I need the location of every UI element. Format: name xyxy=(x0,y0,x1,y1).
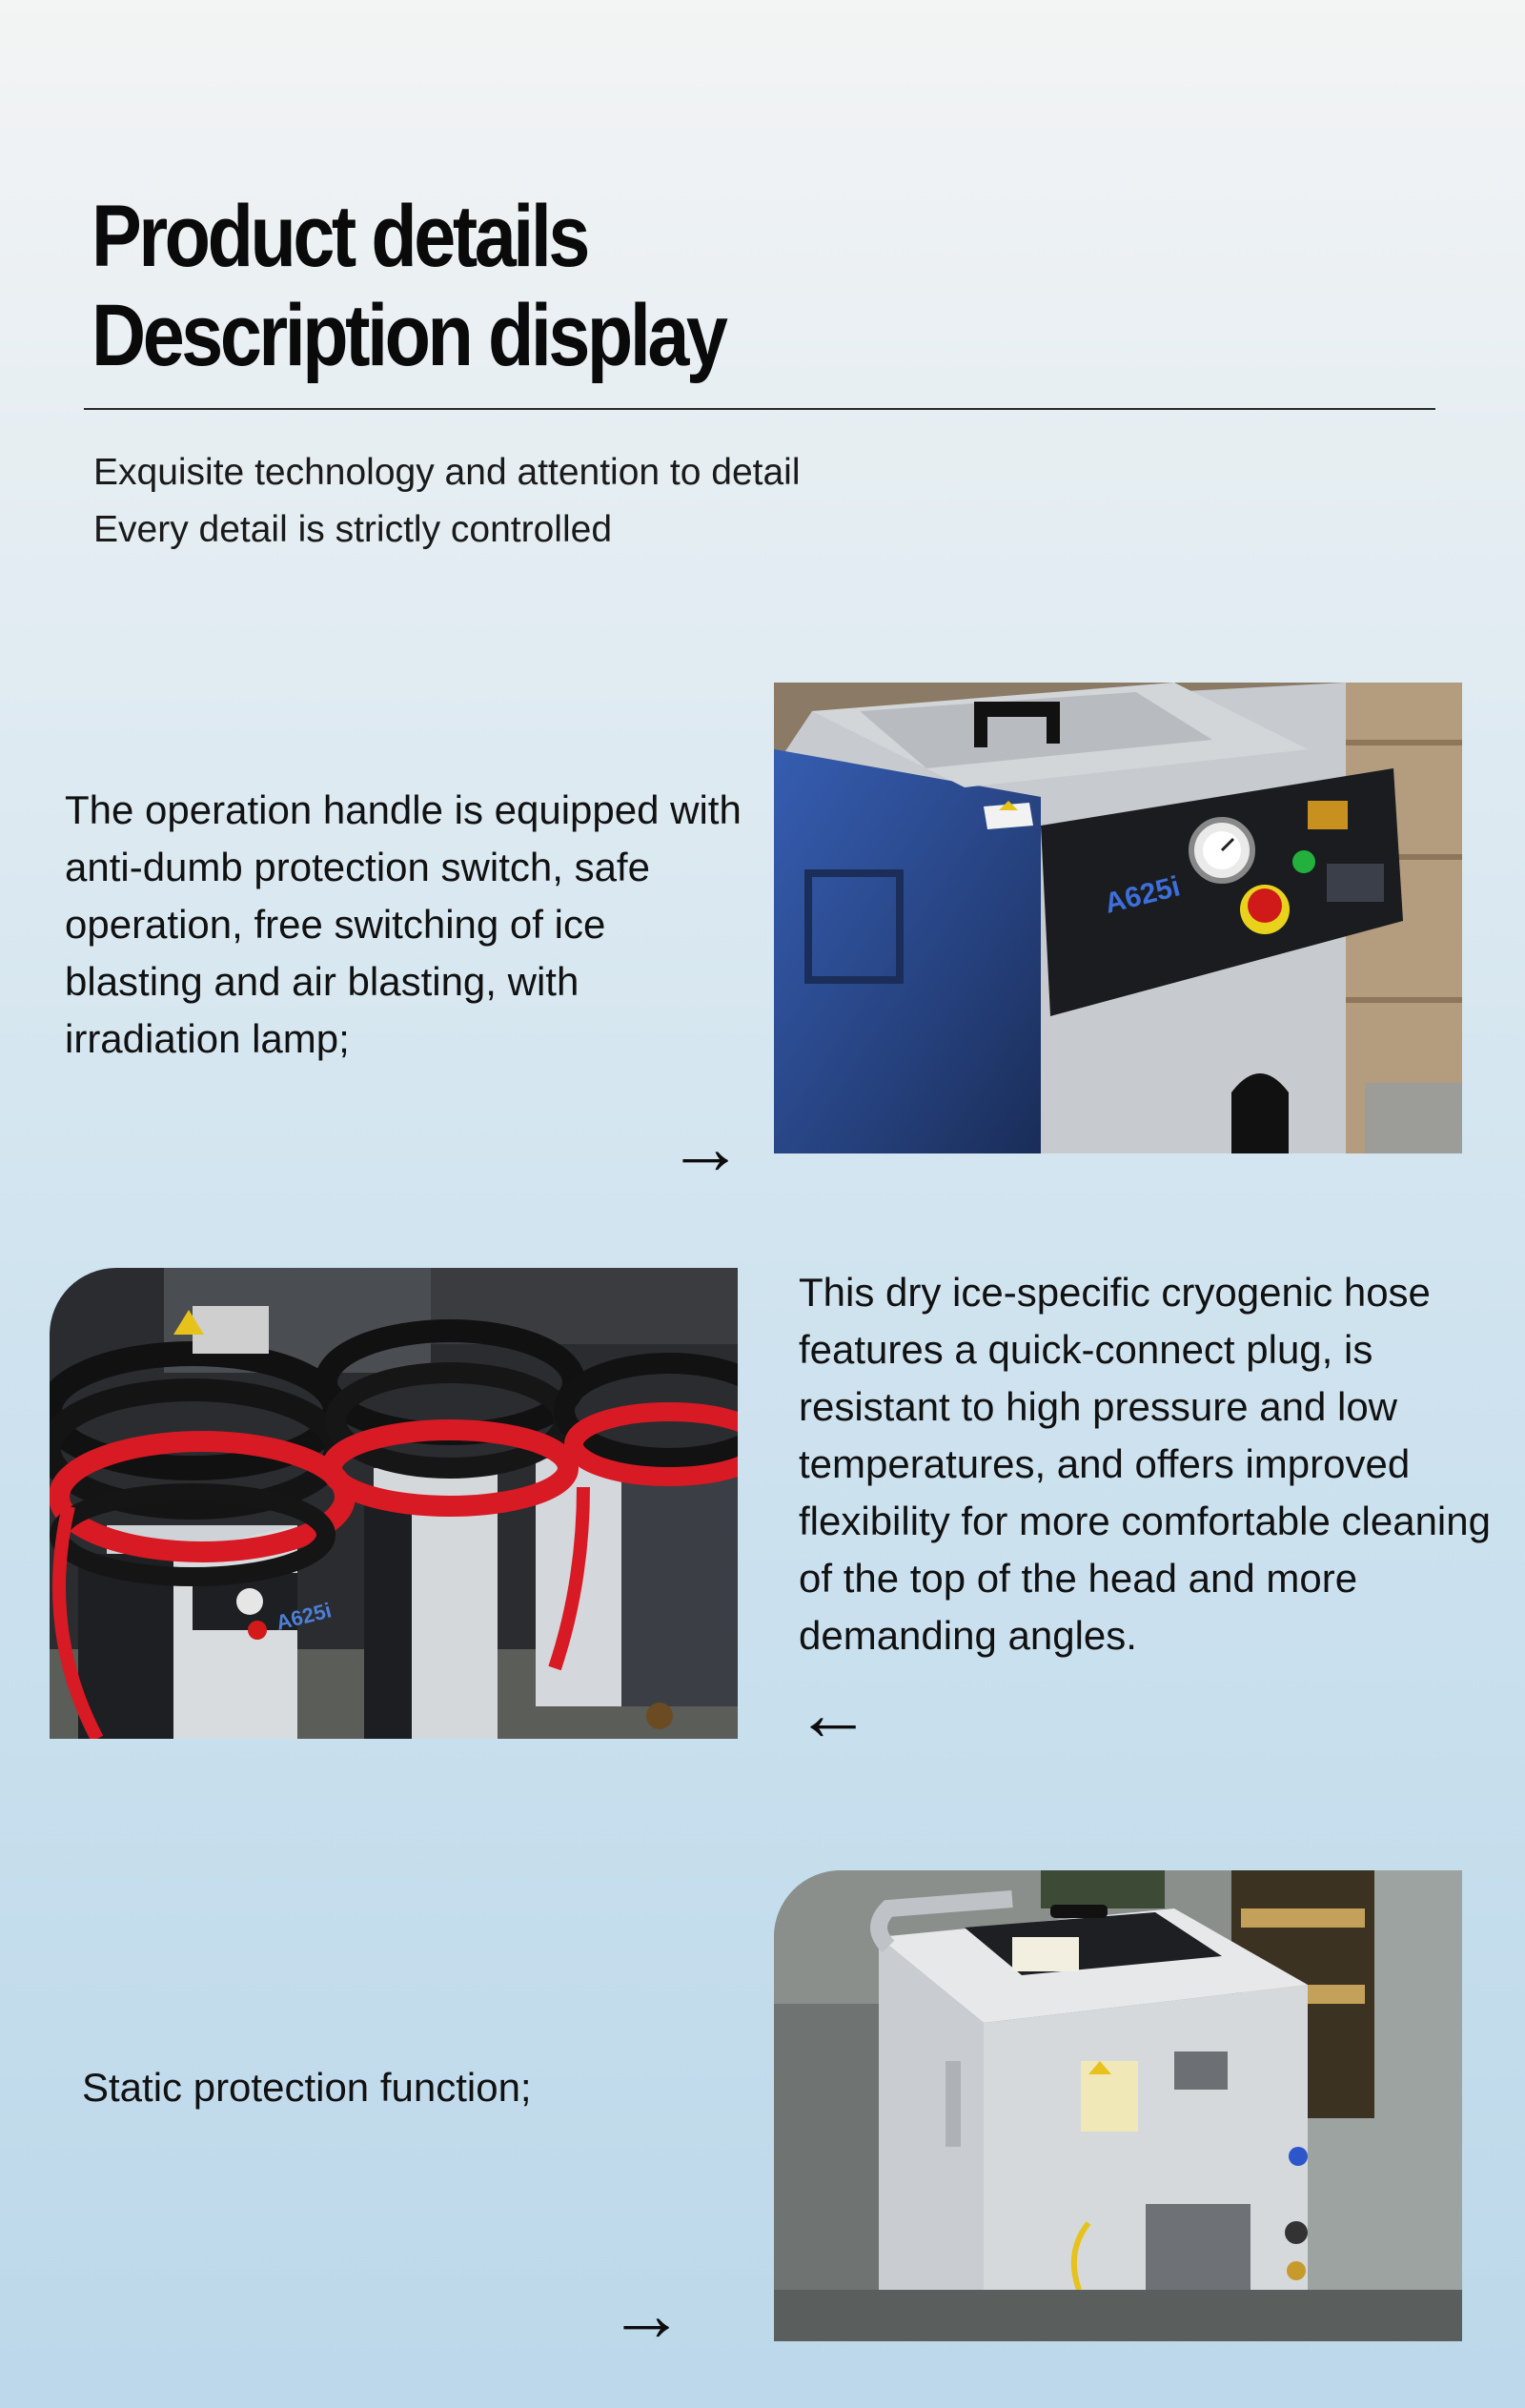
detail-description-handle: The operation handle is equipped with anti-dumb protection switch, safe operation, free switching of ice blasting and air blasting, with irradiation lamp; xyxy=(65,787,742,1061)
title-line-2: Description display xyxy=(92,287,725,384)
subtitle-line-1: Exquisite technology and attention to detail xyxy=(93,452,801,493)
arrow-left-icon: ← xyxy=(795,1671,871,1756)
arrow-right-icon: → xyxy=(667,1105,743,1190)
photo-control-panel xyxy=(774,683,1462,1153)
subtitle xyxy=(93,444,801,559)
photo-machine-side xyxy=(774,1870,1462,2341)
machine-model-label: A625i xyxy=(1101,870,1184,920)
subtitle-line-2: Every detail is strictly controlled xyxy=(93,509,613,550)
photo-cryogenic-hoses xyxy=(50,1268,738,1739)
header-divider xyxy=(84,408,1435,410)
arrow-right-icon-2: → xyxy=(608,2272,684,2357)
machine-model-label-2: A625i xyxy=(274,1598,335,1635)
title-line-1: Product details xyxy=(92,188,587,285)
detail-description-static: Static protection function; xyxy=(82,2065,532,2110)
detail-description-hose: This dry ice-specific cryogenic hose features a quick-connect plug, is resistant to high pressure and low temperatures, and offers improved flexibility for more comfortable cleaning of the top of the head and more demanding angles. xyxy=(799,1270,1491,1658)
page-title xyxy=(92,187,724,385)
